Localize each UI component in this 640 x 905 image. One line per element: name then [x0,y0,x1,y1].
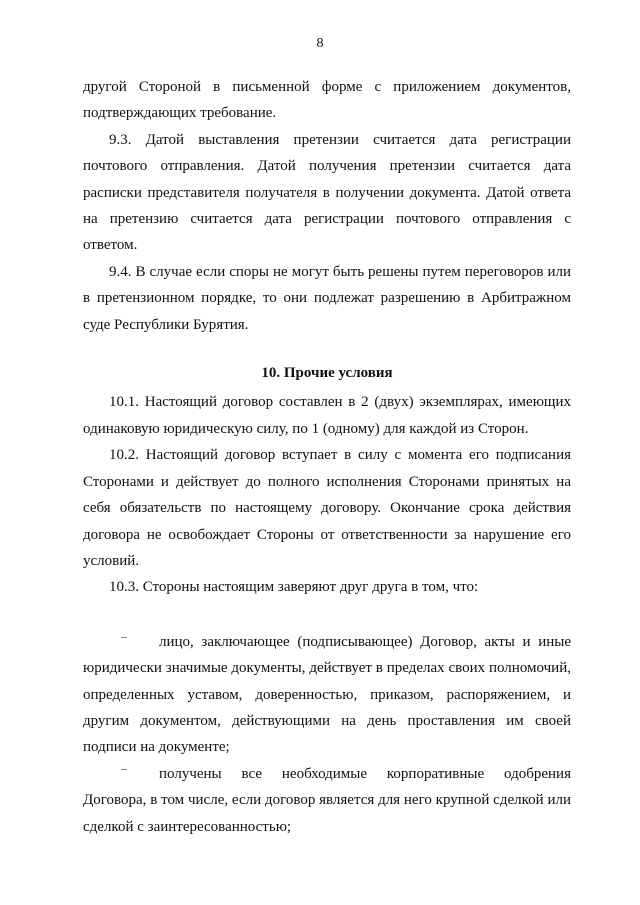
list-item [83,761,571,840]
spacer [83,601,571,629]
paragraph-continuation-line: другой Стороной в письменной форме с приложением документов, [83,79,571,95]
list-item-text: Договора, в том числе, если договор является для него крупной сделкой или сделкой с заинтересованностью; [83,792,571,835]
paragraph-10-3: 10.3. Стороны настоящим заверяют друг друга в том, что: [109,579,479,596]
dash-bullet-icon: – [121,628,127,643]
list-item-first-line: лицо, заключающее (подписывающее) Договор, акты и иные [159,633,571,650]
document-body [83,74,571,840]
paragraph-10-1: 10.1. Настоящий договор составлен в 2 (двух) экземплярах, имеющих одинаковую юридическую силу, по 1 (одному) для каждой из Сторон. [83,394,571,437]
dash-bullet-icon: – [121,760,127,775]
paragraph-9-3: 9.3. Датой выставления претензии считается дата регистрации почтового отправления. Датой получения претензии считается дата расписки представителя получателя в получении документа. Датой ответа на претензию считается дата регистрации почтового отправления с ответом. [83,131,571,254]
page-number: 8 [316,36,324,51]
list-item-text: юридически значимые документы, действует в пределах своих полномочий, определенных уставом, доверенностью, приказом, распоряжением, и другим документом, действующими на день проставления им своей подписи на документе; [83,660,571,756]
section-heading-10: 10. Прочие условия [261,365,393,382]
paragraph-10-2: 10.2. Настоящий договор вступает в силу с момента его подписания Сторонами и действует до полного исполнения Сторонами принятых на себя обязательств по настоящему договору. Окончание срока действия договора не освобождает Стороны от ответственности за нарушение его условий. [83,447,571,569]
paragraph-continuation-end: подтверждающих требование. [83,105,277,122]
list-item [83,629,571,761]
paragraph-9-4: 9.4. В случае если споры не могут быть решены путем переговоров или в претензионном порядке, то они подлежат разрешению в Арбитражном суде Республики Бурятия. [83,263,571,333]
list-item-first-line: получены все необходимые корпоративные одобрения [159,765,571,782]
